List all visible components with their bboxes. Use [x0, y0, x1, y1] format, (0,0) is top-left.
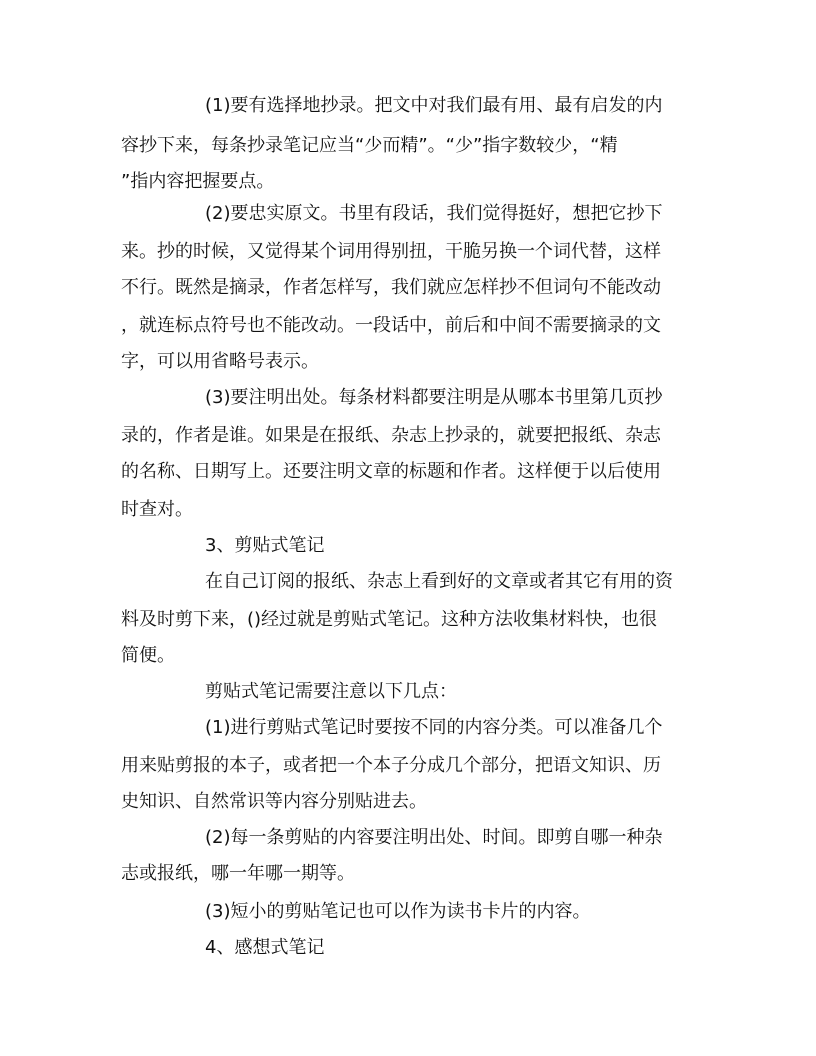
text-line: (3)要注明出处。每条材料都要注明是从哪本书里第几页抄 — [205, 387, 663, 408]
text-line: 来。抄的时候，又觉得某个词用得别扭，干脆另换一个词代替，这样 — [121, 241, 661, 262]
text-line: ，就连标点符号也不能改动。一段话中，前后和中间不需要摘录的文 — [121, 315, 661, 336]
text-line: 史知识、自然常识等内容分别贴进去。 — [121, 791, 427, 812]
text-line: 录的，作者是谁。如果是在报纸、杂志上抄录的，就要把报纸、杂志 — [121, 425, 661, 446]
text-line: (2)要忠实原文。书里有段话，我们觉得挺好，想把它抄下 — [205, 203, 663, 224]
text-line: 剪贴式笔记需要注意以下几点： — [205, 681, 457, 702]
text-line: 时查对。 — [121, 499, 193, 520]
text-line: 志或报纸，哪一年哪一期等。 — [121, 863, 355, 884]
text-line: 在自己订阅的报纸、杂志上看到好的文章或者其它有用的资 — [205, 571, 673, 592]
text-line: 用来贴剪报的本子，或者把一个本子分成几个部分，把语文知识、历 — [121, 755, 661, 776]
text-line: 料及时剪下来，()经过就是剪贴式笔记。这种方法收集材料快，也很 — [121, 609, 658, 630]
text-line: (1)要有选择地抄录。把文中对我们最有用、最有启发的内 — [205, 95, 663, 116]
text-line: ”指内容把握要点。 — [121, 171, 275, 192]
text-line: 简便。 — [121, 645, 175, 666]
text-line: 的名称、日期写上。还要注明文章的标题和作者。这样便于以后使用 — [121, 461, 661, 482]
text-line: (2)每一条剪贴的内容要注明出处、时间。即剪自哪一种杂 — [205, 827, 663, 848]
text-line: (3)短小的剪贴笔记也可以作为读书卡片的内容。 — [205, 901, 591, 922]
text-line: (1)进行剪贴式笔记时要按不同的内容分类。可以准备几个 — [205, 717, 663, 738]
section-heading: 3、剪贴式笔记 — [205, 535, 325, 556]
section-heading: 4、感想式笔记 — [205, 937, 325, 958]
text-line: 字，可以用省略号表示。 — [121, 351, 319, 372]
text-line: 不行。既然是摘录，作者怎样写，我们就应怎样抄不但词句不能改动 — [121, 277, 661, 298]
text-line: 容抄下来，每条抄录笔记应当“少而精”。“少”指字数较少，“精 — [121, 135, 618, 156]
